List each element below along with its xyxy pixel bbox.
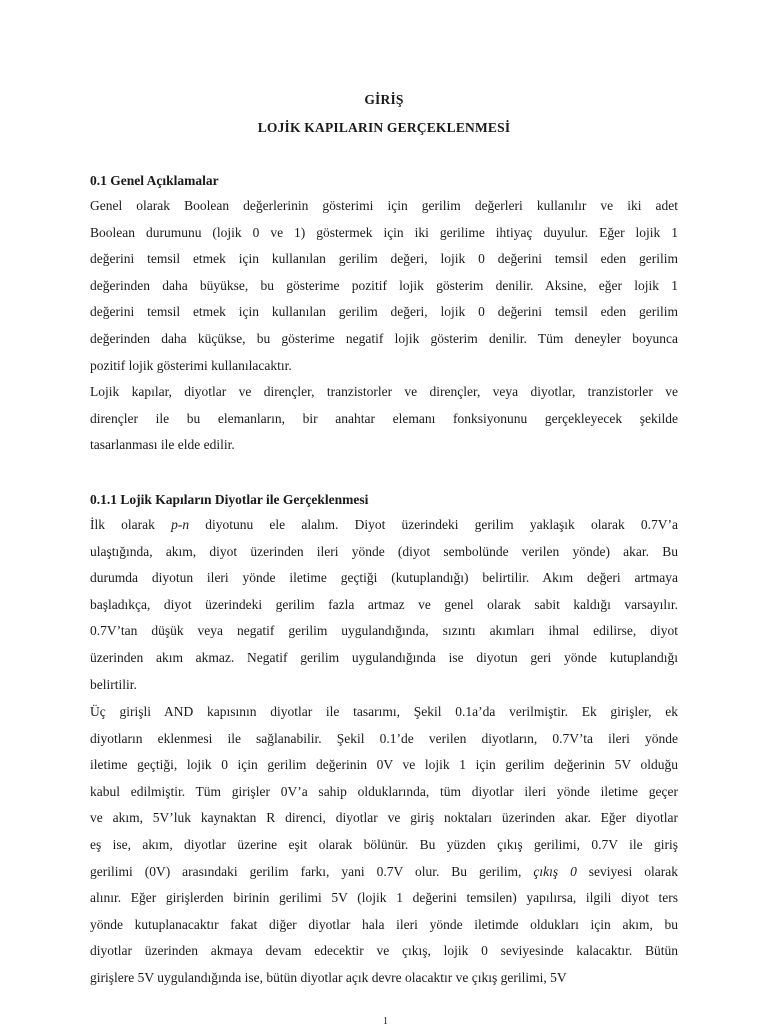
text-segment: ulaştığında, akım, diyot üzerinden ileri yönde (diyot sembolünde verilen yönde) akar. Bu [90,543,678,559]
text-segment: ve akım, 5V’luk kaynaktan R direnci, diyotlar ve giriş noktaları üzerinden akar. Eğer diyotlar [90,810,678,826]
text-segment: seviyesi olarak [576,863,678,879]
text-segment: girişlere 5V uygulandığında ise, bütün diyotlar açık devre olacaktır ve çıkış gerilimi, 5V [90,969,567,985]
text-line [90,859,678,886]
text-line [90,885,678,912]
text-line: değerinden daha büyükse, bu gösterime pozitif lojik gösterim denilir. Aksine, eğer lojik 1 [90,277,678,293]
paragraph-pn-diode [90,512,678,698]
text-line [90,512,678,539]
paragraph-and-gate [90,699,678,992]
text-line [90,912,678,939]
text-segment: alınır. Eğer girişlerden birinin gerilimi 5V (lojik 1 değerini temsilen) yapılırsa, ilgili diyot ters [90,890,678,906]
text-segment: iletime geçtiği, lojik 0 için gerilim değerinin 0V ve lojik 1 için gerilim değerinin 5V olduğu [90,757,678,773]
text-line [90,726,678,753]
text-line [90,539,678,566]
document-title: GİRİŞ [364,92,404,107]
paragraph-boolean-values [90,193,678,379]
text-segment: 0.7V’tan düşük veya negatif gerilim uygulandığında, sızıntı akımları ihmal edilirse, diyot [90,623,678,639]
section-heading-diode-gates: 0.1.1 Lojik Kapıların Diyotlar ile Gerçeklenmesi [90,492,369,507]
text-line [90,565,678,592]
text-line [90,965,678,992]
section-heading-general: 0.1 Genel Açıklamalar [90,173,219,188]
text-line: Boolean durumunu (lojik 0 ve 1) göstermek için iki gerilime ihtiyaç duyulur. Eğer lojik 1 [90,224,678,240]
document-subtitle: LOJİK KAPILARIN GERÇEKLENMESİ [257,120,511,135]
text-line: değerinden daha küçükse, bu gösterime negatif lojik gösterim denilir. Tüm deneyler boyunca [90,330,678,346]
text-line [90,672,678,699]
text-line [90,618,678,645]
italic-term: çıkış 0 [533,863,577,879]
text-segment: İlk olarak [90,517,172,532]
paragraph-logic-gates [90,379,678,459]
text-segment: eş ise, akım, diyotlar üzerine eşit olarak bölünür. Bu yüzden çıkış gerilimi, 0.7V ile giriş [90,836,678,852]
text-segment: Üç girişli AND kapısının diyotlar ile tasarımı, Şekil 0.1a’da verilmiştir. Ek girişler, ek [90,704,678,719]
text-line: dirençler ile bu elemanların, bir anahtar elemanı fonksiyonunu gerçekleyecek şekilde [90,410,678,426]
text-line: tasarlanması ile elde edilir. [90,437,235,453]
text-line [90,805,678,832]
italic-term: p-n [171,517,190,532]
text-line: pozitif lojik gösterimi kullanılacaktır. [90,357,292,373]
text-segment: üzerinden akım akmaz. Negatif gerilim uygulandığında ise diyotun geri yönde kutuplandığı [90,649,678,665]
text-segment: kabul edilmiştir. Tüm girişler 0V’a sahip olduklarında, tüm diyotlar ileri yönde iletime geçer [90,783,678,799]
page-number: 1 [383,1016,388,1027]
text-segment: gerilimi (0V) arasındaki gerilim farkı, yani 0.7V olur. Bu gerilim, [90,863,534,879]
text-line [90,645,678,672]
text-segment: diyotlar üzerinden akmaya devam edecektir ve çıkış, lojik 0 seviyesinde kalacaktır. Bütün [90,943,678,959]
text-line: değerini temsil etmek için kullanılan gerilim değeri, lojik 0 değerini temsil eden gerilim [90,251,678,267]
text-line: değerini temsil etmek için kullanılan gerilim değeri, lojik 0 değerini temsil eden gerilim [90,304,678,320]
text-line: Lojik kapılar, diyotlar ve dirençler, tranzistorler ve dirençler, veya diyotlar, tranzistorler ve [90,384,678,399]
text-line [90,752,678,779]
text-line [90,832,678,859]
text-segment: başladıkça, diyot üzerindeki gerilim fazla artmaz ve genel olarak sabit kaldığı varsayılır. [90,596,678,612]
text-segment: diyotların eklenmesi ile sağlanabilir. Şekil 0.1’de verilen diyotların, 0.7V’ta ileri yönde [90,730,678,746]
text-segment: diyotunu ele alalım. Diyot üzerindeki gerilim yaklaşık olarak 0.7V’a [189,517,678,532]
text-line [90,699,678,726]
text-line [90,938,678,965]
text-line [90,779,678,806]
text-segment: durumda diyotun ileri yönde iletime geçtiği (kutuplandığı) belirtilir. Akım değeri artmaya [90,570,678,586]
text-segment: belirtilir. [90,676,137,692]
text-line [90,592,678,619]
text-segment: yönde kutuplanacaktır fakat diğer diyotlar hala ileri yönde iletimde oldukları için akım, bu [90,916,678,932]
text-line: Genel olarak Boolean değerlerinin gösterimi için gerilim değerleri kullanılır ve iki adet [90,198,678,213]
